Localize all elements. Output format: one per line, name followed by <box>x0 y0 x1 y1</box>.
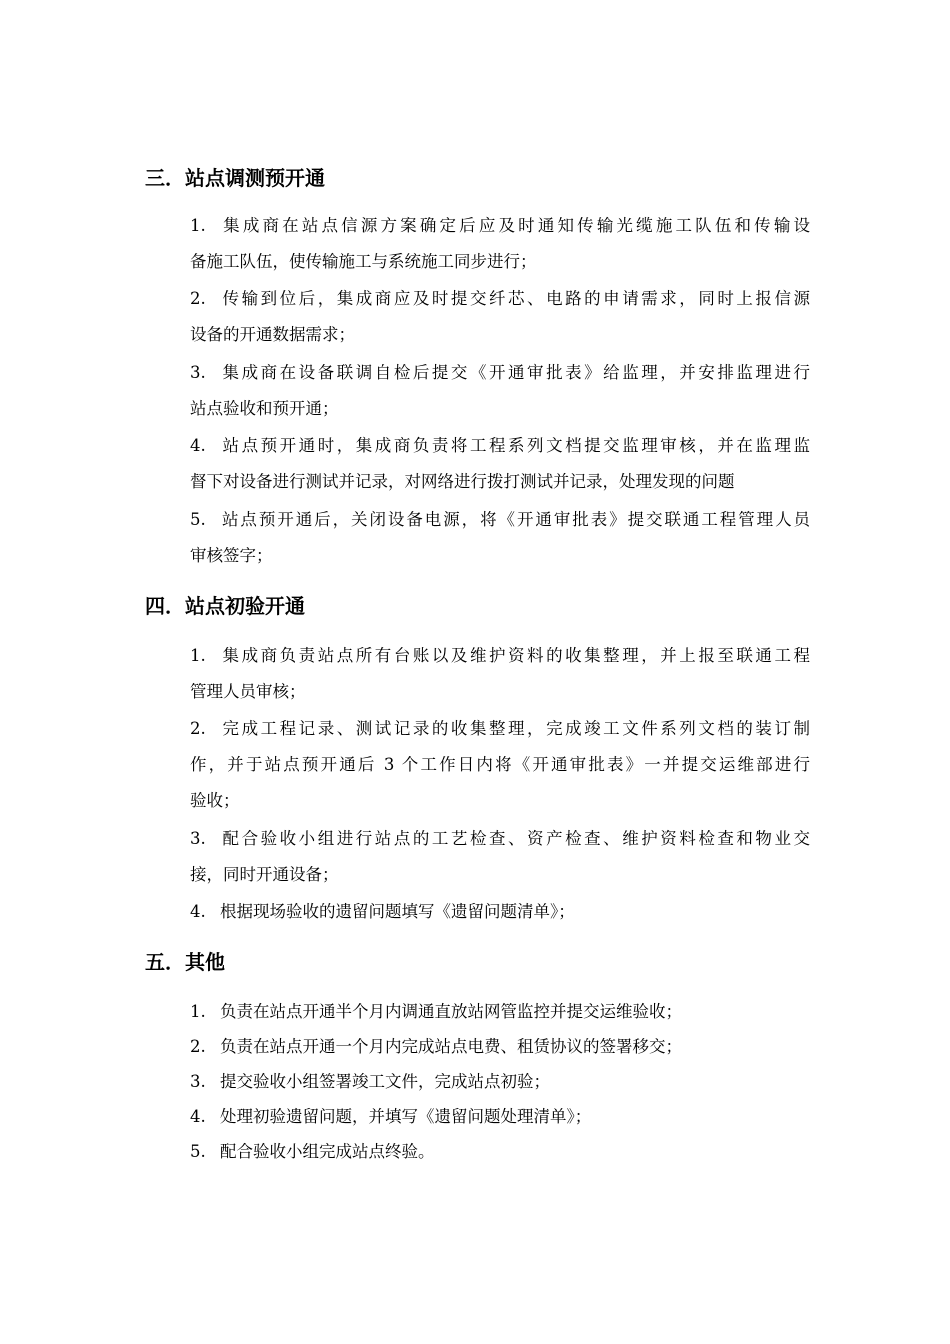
item-text: 站点预开通时，集成商负责将工程系列文档提交监理审核，并在监理监 <box>220 436 810 455</box>
item-number: 3. <box>190 363 206 382</box>
item-number: 1. <box>190 646 206 665</box>
list-item <box>190 638 810 710</box>
item-number: 2. <box>190 289 206 308</box>
list-item <box>190 428 810 500</box>
item-text: 站点验收和预开通； <box>190 399 339 418</box>
item-text: 集成商负责站点所有台账以及维护资料的收集整理，并上报至联通工程 <box>220 646 810 665</box>
item-number: 2. <box>190 1037 206 1056</box>
item-number: 4. <box>190 1107 206 1126</box>
item-text: 集成商在站点信源方案确定后应及时通知传输光缆施工队伍和传输设 <box>220 216 810 235</box>
item-text: 站点预开通后，关闭设备电源，将《开通审批表》提交联通工程管理人员 <box>220 510 810 529</box>
item-text: 提交验收小组签署竣工文件，完成站点初验； <box>220 1072 550 1091</box>
item-number: 1. <box>190 216 206 235</box>
list-item <box>190 994 810 1030</box>
list-item <box>190 821 810 893</box>
item-text: 处理初验遗留问题，并填写《遗留问题处理清单》； <box>220 1107 592 1126</box>
item-text: 配合验收小组进行站点的工艺检查、资产检查、维护资料检查和物业交 <box>220 829 810 848</box>
item-number: 5. <box>190 1142 206 1161</box>
item-number: 3. <box>190 829 206 848</box>
list-item <box>190 502 810 574</box>
item-text: 根据现场验收的遗留问题填写《遗留问题清单》； <box>220 902 575 921</box>
item-number: 5. <box>190 510 206 529</box>
section-heading-5: 五．其他 <box>145 950 225 974</box>
item-text: 管理人员审核； <box>190 682 306 701</box>
item-text: 督下对设备进行测试并记录，对网络进行拨打测试并记录，处理发现的问题 <box>190 472 735 491</box>
list-item <box>190 1134 810 1170</box>
item-text: 设备的开通数据需求； <box>190 325 355 344</box>
item-text: 作，并于站点预开通后 3 个工作日内将《开通审批表》一并提交运维部进行 <box>190 755 810 774</box>
item-text: 负责在站点开通半个月内调通直放站网管监控并提交运维验收； <box>220 1002 682 1021</box>
list-item <box>190 1029 810 1065</box>
list-item <box>190 281 810 353</box>
item-text: 审核签字； <box>190 546 273 565</box>
item-text: 备施工队伍，使传输施工与系统施工同步进行； <box>190 252 537 271</box>
item-text: 负责在站点开通一个月内完成站点电费、租赁协议的签署移交； <box>220 1037 682 1056</box>
list-item <box>190 1099 810 1135</box>
section-heading-3: 三．站点调测预开通 <box>145 166 325 190</box>
item-text: 验收； <box>190 791 240 810</box>
list-item <box>190 711 810 819</box>
item-text: 完成工程记录、测试记录的收集整理，完成竣工文件系列文档的装订制 <box>220 719 810 738</box>
item-number: 2. <box>190 719 206 738</box>
item-text: 集成商在设备联调自检后提交《开通审批表》给监理，并安排监理进行 <box>220 363 810 382</box>
list-item <box>190 894 810 930</box>
item-text: 接，同时开通设备； <box>190 865 339 884</box>
list-item <box>190 1064 810 1100</box>
item-number: 3. <box>190 1072 206 1091</box>
item-number: 4. <box>190 902 206 921</box>
section-heading-4: 四．站点初验开通 <box>145 594 305 618</box>
item-text: 配合验收小组完成站点终验。 <box>220 1142 435 1161</box>
item-number: 4. <box>190 436 206 455</box>
list-item <box>190 208 810 280</box>
list-item <box>190 355 810 427</box>
item-text: 传输到位后，集成商应及时提交纤芯、电路的申请需求，同时上报信源 <box>220 289 810 308</box>
item-number: 1. <box>190 1002 206 1021</box>
